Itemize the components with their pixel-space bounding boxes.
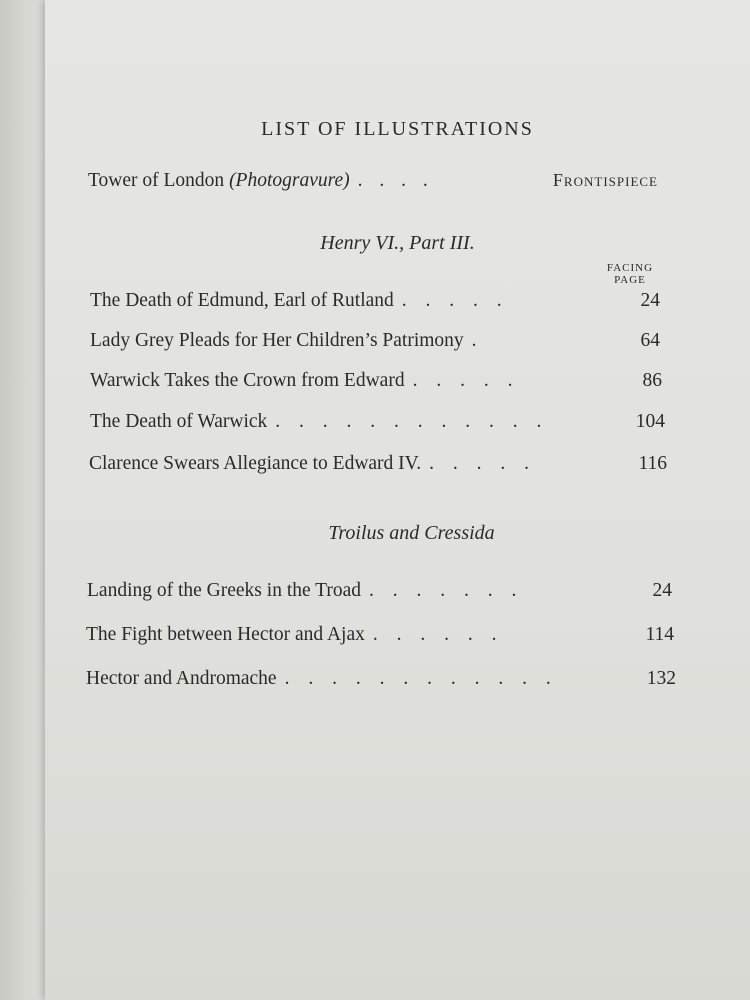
- illustration-title: Lady Grey Pleads for Her Children’s Patrimony: [90, 330, 464, 351]
- illustration-title: Clarence Swears Allegiance to Edward IV.: [89, 453, 422, 474]
- list-item: [87, 580, 672, 602]
- frontispiece-title: Tower of London: [88, 170, 225, 191]
- leader-dots: .: [471, 330, 484, 351]
- list-item: [90, 290, 660, 312]
- leader-dots: . . . . .: [429, 453, 536, 474]
- page-number: 116: [638, 453, 667, 474]
- leader-dots: . . . .: [357, 170, 434, 191]
- illustration-title: Landing of the Greeks in the Troad: [87, 580, 362, 601]
- list-item: [90, 411, 665, 433]
- page-number: 64: [640, 330, 660, 351]
- leader-dots: . . . . .: [412, 370, 520, 391]
- leader-dots: . . . . . .: [372, 624, 504, 645]
- frontispiece-label: Frontispiece: [552, 170, 658, 190]
- leader-dots: . . . . . . . . . . . .: [275, 411, 549, 432]
- illustration-title: The Fight between Hector and Ajax: [86, 624, 365, 645]
- page-number: 104: [635, 411, 665, 432]
- frontispiece-medium: (Photogravure): [229, 170, 350, 191]
- illustration-title: The Death of Warwick: [90, 411, 268, 432]
- list-item: [86, 668, 676, 690]
- leader-dots: . . . . .: [401, 290, 509, 311]
- list-item: [86, 624, 674, 646]
- leader-dots: . . . . . . .: [369, 580, 524, 601]
- book-page: [45, 0, 750, 1000]
- leader-dots: . . . . . . . . . . . .: [284, 668, 558, 689]
- illustration-title: Warwick Takes the Crown from Edward: [90, 370, 405, 391]
- page-number: 24: [652, 580, 672, 601]
- section-title-troilus: Troilus and Cressida: [328, 522, 495, 544]
- page-heading: LIST OF ILLUSTRATIONS: [261, 118, 534, 140]
- illustration-title: Hector and Andromache: [86, 668, 277, 689]
- page-number: 114: [645, 624, 674, 645]
- page-number: 132: [646, 668, 676, 689]
- page-number: 86: [642, 370, 662, 391]
- list-item: [90, 370, 662, 392]
- page-number: 24: [640, 290, 660, 311]
- illustration-title: The Death of Edmund, Earl of Rutland: [90, 290, 394, 311]
- list-item: [89, 453, 667, 475]
- section-title-henry-vi: Henry VI., Part III.: [320, 232, 475, 254]
- frontispiece-entry: [88, 170, 658, 192]
- list-item: [90, 330, 660, 352]
- facing-page-label: FACING PAGE: [606, 262, 654, 286]
